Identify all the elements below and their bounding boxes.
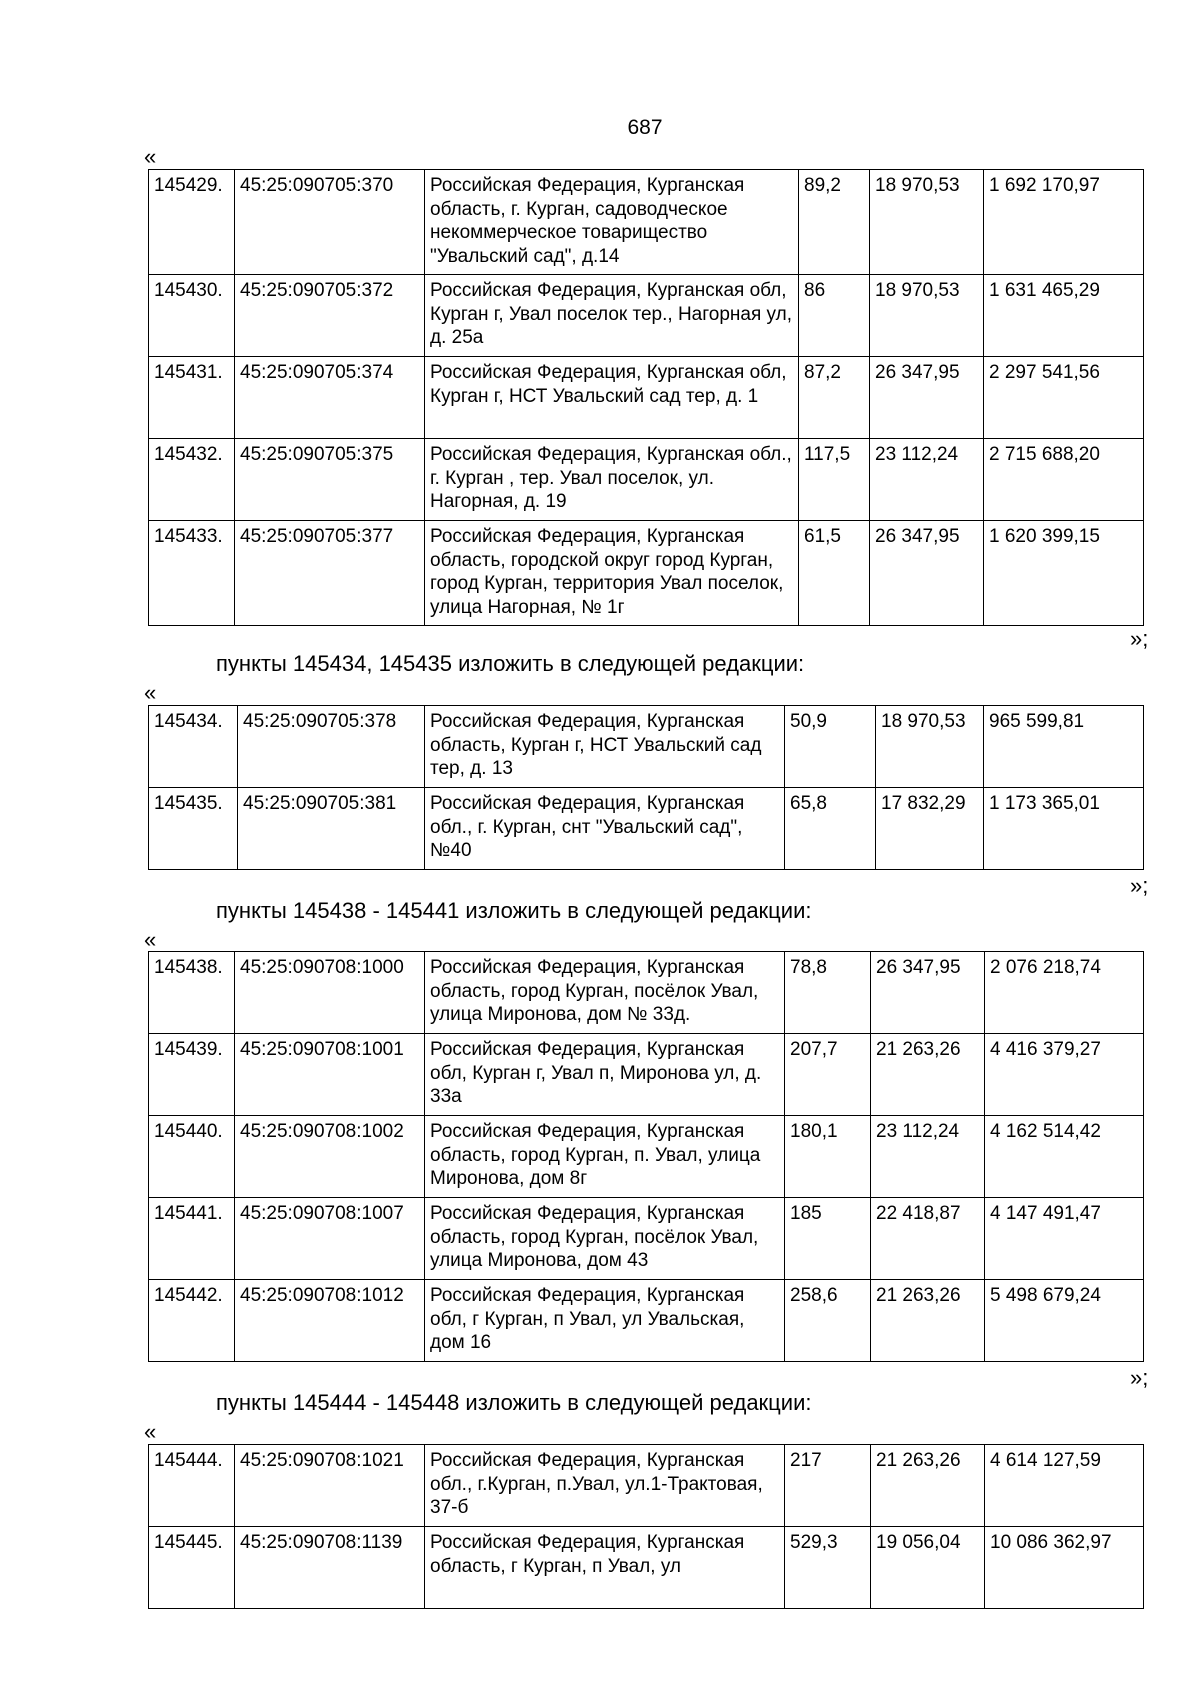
row-number: 145438. <box>149 952 235 1034</box>
area: 65,8 <box>785 788 876 870</box>
close-mark: »; <box>1130 626 1149 651</box>
address: Российская Федерация, Курганская область, г Курган, п Увал, ул <box>425 1527 785 1609</box>
cadastral-value: 2 715 688,20 <box>984 439 1144 521</box>
cadastral-value: 10 086 362,97 <box>985 1527 1144 1609</box>
row-number: 145439. <box>149 1034 235 1116</box>
address: Российская Федерация, Курганская область, г. Курган, садоводческое некоммерческое товарищество "Увальский сад", д.14 <box>425 170 799 275</box>
open-quote: « <box>144 1419 157 1444</box>
close-mark: »; <box>1130 1365 1149 1390</box>
table-row <box>149 1527 1144 1609</box>
table-row <box>149 706 1144 788</box>
cadastral-value: 4 416 379,27 <box>985 1034 1144 1116</box>
specific-value: 22 418,87 <box>871 1198 985 1280</box>
address: Российская Федерация, Курганская обл., г.Курган, п.Увал, ул.1-Трактовая, 37-б <box>425 1445 785 1527</box>
cadastral-value: 4 162 514,42 <box>985 1116 1144 1198</box>
cadastral-value: 1 631 465,29 <box>984 275 1144 357</box>
table-row <box>149 1116 1144 1198</box>
specific-value: 21 263,26 <box>871 1445 985 1527</box>
address: Российская Федерация, Курганская область, город Курган, посёлок Увал, улица Миронова, дом № 33д. <box>425 952 785 1034</box>
row-number: 145442. <box>149 1280 235 1362</box>
table-row <box>149 170 1144 275</box>
cadastral-number: 45:25:090705:370 <box>235 170 425 275</box>
table-row <box>149 952 1144 1034</box>
open-quote: « <box>144 680 157 705</box>
specific-value: 21 263,26 <box>871 1280 985 1362</box>
table-row <box>149 357 1144 439</box>
specific-value: 26 347,95 <box>870 357 984 439</box>
specific-value: 26 347,95 <box>871 952 985 1034</box>
row-number: 145433. <box>149 521 235 626</box>
area: 117,5 <box>799 439 870 521</box>
cadastral-value: 5 498 679,24 <box>985 1280 1144 1362</box>
table-row <box>149 439 1144 521</box>
row-number: 145432. <box>149 439 235 521</box>
cadastral-number: 45:25:090705:381 <box>238 788 425 870</box>
cadastral-number: 45:25:090705:372 <box>235 275 425 357</box>
specific-value: 23 112,24 <box>870 439 984 521</box>
cadastral-value: 2 297 541,56 <box>984 357 1144 439</box>
cadastral-number: 45:25:090708:1002 <box>235 1116 425 1198</box>
area: 87,2 <box>799 357 870 439</box>
table-row <box>149 1445 1144 1527</box>
area: 50,9 <box>785 706 876 788</box>
area: 61,5 <box>799 521 870 626</box>
specific-value: 18 970,53 <box>876 706 984 788</box>
area: 217 <box>785 1445 871 1527</box>
row-number: 145429. <box>149 170 235 275</box>
cadastral-number: 45:25:090705:378 <box>238 706 425 788</box>
address: Российская Федерация, Курганская обл., г. Курган , тер. Увал поселок, ул. Нагорная, д. 19 <box>425 439 799 521</box>
specific-value: 18 970,53 <box>870 275 984 357</box>
area: 89,2 <box>799 170 870 275</box>
specific-value: 19 056,04 <box>871 1527 985 1609</box>
cadastral-number: 45:25:090708:1021 <box>235 1445 425 1527</box>
table-row <box>149 788 1144 870</box>
area: 529,3 <box>785 1527 871 1609</box>
table-row <box>149 1034 1144 1116</box>
specific-value: 23 112,24 <box>871 1116 985 1198</box>
cadastral-number: 45:25:090708:1001 <box>235 1034 425 1116</box>
area: 207,7 <box>785 1034 871 1116</box>
address: Российская Федерация, Курганская область, город Курган, п. Увал, улица Миронова, дом 8г <box>425 1116 785 1198</box>
cadastral-value: 1 620 399,15 <box>984 521 1144 626</box>
address: Российская Федерация, Курганская обл, Курган г, Увал поселок тер., Нагорная ул, д. 25а <box>425 275 799 357</box>
row-number: 145441. <box>149 1198 235 1280</box>
row-number: 145434. <box>149 706 238 788</box>
section-intro: пункты 145444 - 145448 изложить в следующей редакции: <box>216 1390 812 1415</box>
cadastral-number: 45:25:090708:1012 <box>235 1280 425 1362</box>
area: 185 <box>785 1198 871 1280</box>
cadastral-number: 45:25:090705:375 <box>235 439 425 521</box>
cadastral-value: 1 692 170,97 <box>984 170 1144 275</box>
row-number: 145435. <box>149 788 238 870</box>
address: Российская Федерация, Курганская область, городской округ город Курган, город Курган, территория Увал поселок, улица Нагорная, № 1г <box>425 521 799 626</box>
row-number: 145430. <box>149 275 235 357</box>
cadastral-value: 1 173 365,01 <box>984 788 1144 870</box>
cadastral-value: 4 147 491,47 <box>985 1198 1144 1280</box>
property-table-3 <box>148 951 1144 1362</box>
address: Российская Федерация, Курганская область, город Курган, посёлок Увал, улица Миронова, дом 43 <box>425 1198 785 1280</box>
address: Российская Федерация, Курганская обл, Курган г, Увал п, Миронова ул, д. 33а <box>425 1034 785 1116</box>
address: Российская Федерация, Курганская область, Курган г, НСТ Увальский сад тер, д. 13 <box>425 706 785 788</box>
table-body <box>149 706 1144 870</box>
cadastral-value: 4 614 127,59 <box>985 1445 1144 1527</box>
cadastral-number: 45:25:090708:1007 <box>235 1198 425 1280</box>
cadastral-number: 45:25:090708:1139 <box>235 1527 425 1609</box>
open-quote: « <box>144 927 157 952</box>
row-number: 145444. <box>149 1445 235 1527</box>
row-number: 145431. <box>149 357 235 439</box>
cadastral-value: 2 076 218,74 <box>985 952 1144 1034</box>
specific-value: 18 970,53 <box>870 170 984 275</box>
table-row <box>149 1280 1144 1362</box>
table-row <box>149 1198 1144 1280</box>
cadastral-number: 45:25:090708:1000 <box>235 952 425 1034</box>
section-intro: пункты 145434, 145435 изложить в следующей редакции: <box>216 651 805 676</box>
property-table-1 <box>148 169 1144 626</box>
address: Российская Федерация, Курганская обл, г Курган, п Увал, ул Увальская, дом 16 <box>425 1280 785 1362</box>
area: 180,1 <box>785 1116 871 1198</box>
page-number: 687 <box>627 116 663 139</box>
area: 78,8 <box>785 952 871 1034</box>
area: 258,6 <box>785 1280 871 1362</box>
property-table-4 <box>148 1444 1144 1609</box>
table-body <box>149 952 1144 1362</box>
close-mark: »; <box>1130 873 1149 898</box>
address: Российская Федерация, Курганская обл., г. Курган, снт "Увальский сад", №40 <box>425 788 785 870</box>
address: Российская Федерация, Курганская обл, Курган г, НСТ Увальский сад тер, д. 1 <box>425 357 799 439</box>
row-number: 145440. <box>149 1116 235 1198</box>
row-number: 145445. <box>149 1527 235 1609</box>
area: 86 <box>799 275 870 357</box>
specific-value: 26 347,95 <box>870 521 984 626</box>
cadastral-number: 45:25:090705:377 <box>235 521 425 626</box>
table-row <box>149 275 1144 357</box>
cadastral-number: 45:25:090705:374 <box>235 357 425 439</box>
table-body <box>149 1445 1144 1609</box>
table-body <box>149 170 1144 626</box>
open-quote: « <box>144 144 157 169</box>
property-table-2 <box>148 705 1144 870</box>
cadastral-value: 965 599,81 <box>984 706 1144 788</box>
table-row <box>149 521 1144 626</box>
specific-value: 17 832,29 <box>876 788 984 870</box>
specific-value: 21 263,26 <box>871 1034 985 1116</box>
section-intro: пункты 145438 - 145441 изложить в следующей редакции: <box>216 898 812 923</box>
